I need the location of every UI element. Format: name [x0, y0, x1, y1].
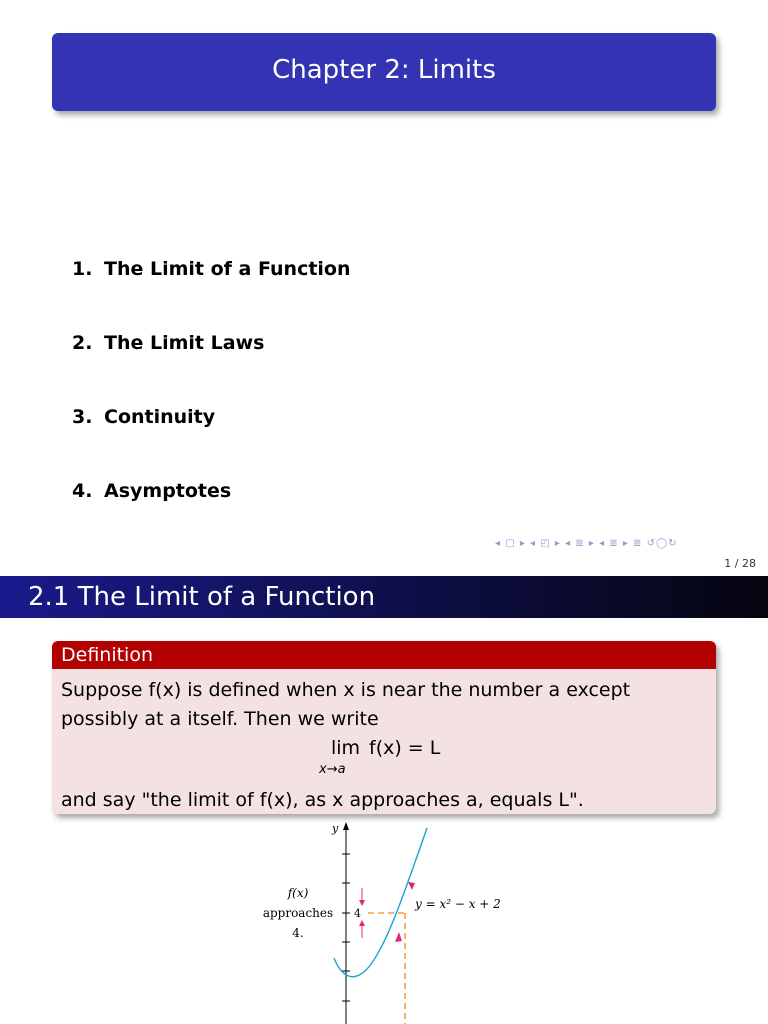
annotation-line-2: approaches [262, 906, 334, 920]
frame-title-bar [0, 576, 768, 618]
nav-document-icon[interactable]: ≣ [633, 538, 643, 549]
y-axis-arrow-icon [343, 822, 349, 830]
toc-item[interactable] [72, 406, 351, 480]
toc-label: The Limit of a Function [104, 258, 351, 280]
chapter-title: Chapter 2: Limits [272, 55, 496, 85]
limit-subscript: x→a [319, 762, 346, 777]
annotation-line-1: f(x) [287, 886, 309, 900]
nav-section-icon[interactable]: ◂ ≣ ▸ [599, 538, 629, 549]
arrow-up-on-curve-icon [395, 932, 402, 942]
limit-formula [61, 734, 707, 786]
limit-graph [262, 820, 522, 1024]
nav-prev-slide-icon[interactable]: ◂ ▢ ▸ [495, 538, 526, 549]
toc-label: Continuity [104, 406, 216, 428]
annotation-line-3: 4. [292, 926, 304, 940]
approach-arrowhead-up-icon [359, 920, 365, 926]
nav-frame-icon[interactable]: ◂ ◰ ▸ [530, 538, 561, 549]
toc-number: 4. [72, 480, 93, 502]
y-axis-label: y [332, 822, 339, 835]
definition-block [52, 641, 716, 814]
approach-arrowhead-down-icon [359, 900, 365, 906]
limit-expression: f(x) = L [369, 737, 441, 759]
toc-item[interactable] [72, 332, 351, 406]
curve-label: y = x² − x + 2 [415, 897, 501, 911]
toc-number: 3. [72, 406, 93, 428]
toc-label: The Limit Laws [104, 332, 265, 354]
toc-item[interactable] [72, 480, 351, 554]
definition-line-1: Suppose f(x) is defined when x is near the number a except [61, 679, 631, 701]
definition-line-2: possibly at a itself. Then we write [61, 708, 379, 730]
frame-title: 2.1 The Limit of a Function [28, 582, 376, 612]
limit-operator: lim [331, 737, 361, 759]
table-of-contents [72, 258, 351, 554]
arrow-down-on-curve-icon [408, 882, 415, 890]
page-number: 1 / 28 [724, 557, 756, 570]
definition-body [52, 669, 716, 814]
toc-label: Asymptotes [104, 480, 232, 502]
parabola-curve [334, 828, 427, 977]
tick-label-4: 4 [354, 907, 361, 920]
nav-subsection-icon[interactable]: ◂ ≣ ▸ [565, 538, 595, 549]
toc-number: 2. [72, 332, 93, 354]
nav-search-icon[interactable]: ↺◯↻ [646, 538, 678, 549]
toc-item[interactable] [72, 258, 351, 332]
beamer-navigation [495, 538, 765, 554]
definition-line-3: and say "the limit of f(x), as x approaches a, equals L". [61, 789, 584, 811]
toc-number: 1. [72, 258, 93, 280]
title-banner [52, 33, 716, 111]
definition-header: Definition [52, 641, 716, 669]
